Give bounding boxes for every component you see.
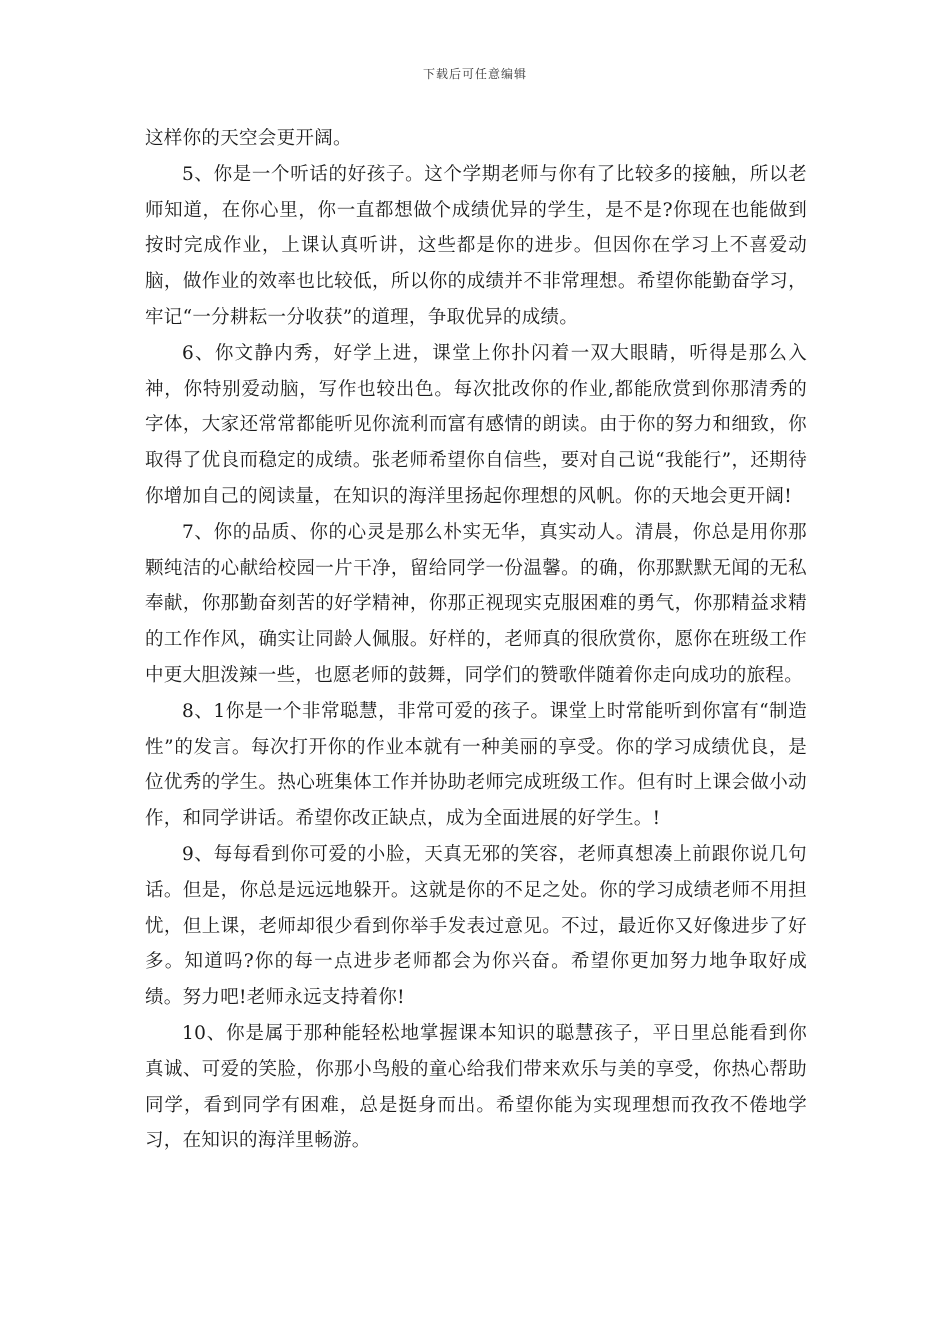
paragraph-8: 8、1你是一个非常聪慧，非常可爱的孩子。课堂上时常能听到你富有“制造性”的发言。每次打开你的作业本就有一种美丽的享受。你的学习成绩优良，是位优秀的学生。热心班集体工作并协助老师完成班级工作。但有时上课会做小动作，和同学讲话。希望你改正缺点，成为全面进展的好学生。! [145, 700, 807, 830]
paragraph-9: 9、每每看到你可爱的小脸，天真无邪的笑容，老师真想凑上前跟你说几句话。但是，你总是远远地躲开。这就是你的不足之处。你的学习成绩老师不用担忧，但上课，老师却很少看到你举手发表过意见。不过，最近你又好像进步了好多。知道吗?你的每一点进步老师都会为你兴奋。希望你更加努力地争取好成绩。努力吧!老师永远支持着你! [145, 843, 807, 1009]
document-body [145, 121, 807, 1159]
paragraph-5: 5、你是一个听话的好孩子。这个学期老师与你有了比较多的接触，所以老师知道，在你心里，你一直都想做个成绩优异的学生，是不是?你现在也能做到按时完成作业，上课认真听讲，这些都是你的进步。但因你在学习上不喜爱动脑，做作业的效率也比较低，所以你的成绩并不非常理想。希望你能勤奋学习，牢记“一分耕耘一分收获”的道理，争取优异的成绩。 [145, 163, 807, 328]
paragraph-7: 7、你的品质、你的心灵是那么朴实无华，真实动人。清晨，你总是用你那颗纯洁的心献给校园一片干净，留给同学一份温馨。的确，你那默默无闻的无私奉献，你那勤奋刻苦的好学精神，你那正视现实克服困难的勇气，你那精益求精的工作作风，确实让同龄人佩服。好样的，老师真的很欣赏你，愿你在班级工作中更大胆泼辣一些，也愿老师的鼓舞，同学们的赞歌伴随着你走向成功的旅程。 [145, 521, 807, 686]
paragraph-continuation: 这样你的天空会更开阔。 [145, 128, 352, 149]
paragraph-10: 10、你是属于那种能轻松地掌握课本知识的聪慧孩子，平日里总能看到你真诚、可爱的笑脸，你那小鸟般的童心给我们带来欢乐与美的享受，你热心帮助同学，看到同学有困难，总是挺身而出。希望你能为实现理想而孜孜不倦地学习，在知识的海洋里畅游。 [145, 1022, 807, 1152]
paragraph-6: 6、你文静内秀，好学上进，课堂上你扑闪着一双大眼睛，听得是那么入神，你特别爱动脑，写作也较出色。每次批改你的作业,都能欣赏到你那清秀的字体，大家还常常都能听见你流利而富有感情的朗读。由于你的努力和细致，你取得了优良而稳定的成绩。张老师希望你自信些，要对自己说“我能行”，还期待你增加自己的阅读量，在知识的海洋里扬起你理想的风帆。你的天地会更开阔! [145, 342, 807, 507]
page-header: 下载后可任意编辑 [422, 67, 527, 81]
